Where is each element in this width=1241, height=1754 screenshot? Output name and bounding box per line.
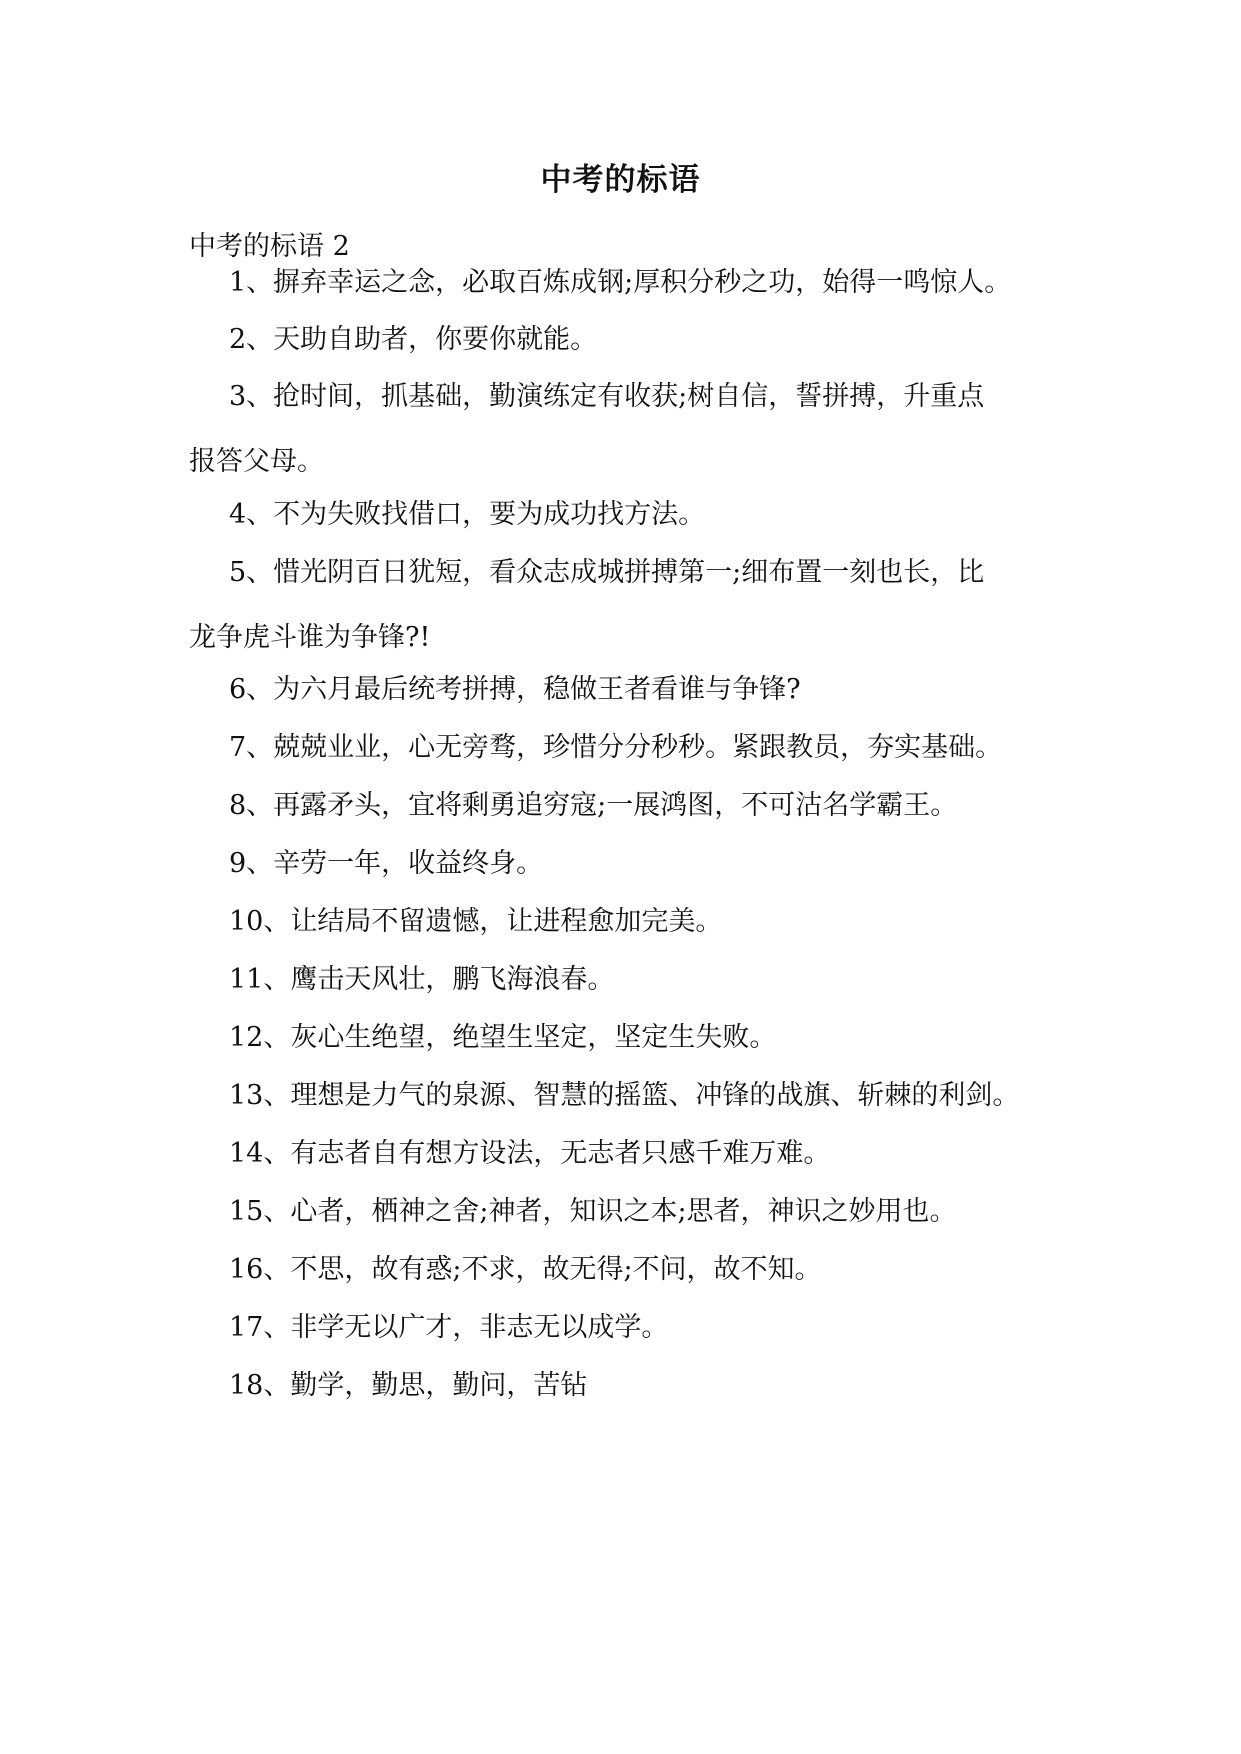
slogan-line: 龙争虎斗谁为争锋?!: [189, 622, 431, 653]
section-heading: 中考的标语 2: [189, 231, 350, 262]
slogan-line: 1、摒弃幸运之念，必取百炼成钢;厚积分秒之功，始得一鸣惊人。: [229, 267, 1012, 298]
slogan-item: [189, 831, 1069, 896]
slogan-line: 3、抢时间，抓基础，勤演练定有收获;树自信，誓拼搏，升重点: [229, 381, 985, 412]
slogan-line: 报答父母。: [189, 446, 324, 477]
slogan-line: 9、辛劳一年，收益终身。: [229, 848, 544, 879]
slogan-item: [189, 482, 1069, 547]
slogan-item: [189, 1353, 1069, 1418]
slogan-item: [189, 947, 1069, 1012]
slogan-line: 5、惜光阴百日犹短，看众志成城拼搏第一;细布置一刻也长，比: [229, 557, 985, 588]
slogan-item: [189, 1237, 1069, 1302]
slogan-line: 6、为六月最后统考拼搏，稳做王者看谁与争锋?: [229, 674, 801, 705]
slogan-item: [189, 889, 1069, 954]
slogan-line: 2、天助自助者，你要你就能。: [229, 324, 598, 355]
slogan-line: 18、勤学，勤思，勤问，苦钻: [229, 1370, 588, 1401]
page-title: 中考的标语: [540, 162, 701, 198]
slogan-item: [189, 773, 1069, 838]
slogan-line: 16、不思，故有惑;不求，故无得;不问，故不知。: [229, 1254, 822, 1285]
slogan-item: [189, 1295, 1069, 1360]
slogan-item: [189, 1179, 1069, 1244]
slogan-line: 17、非学无以广才，非志无以成学。: [229, 1312, 669, 1343]
slogan-item: [189, 715, 1069, 780]
slogan-line: 11、鹰击天风壮，鹏飞海浪春。: [229, 964, 615, 995]
slogan-item: [189, 364, 1069, 494]
slogan-line: 10、让结局不留遗憾，让进程愈加完美。: [229, 906, 723, 937]
slogan-line: 4、不为失败找借口，要为成功找方法。: [229, 499, 706, 530]
slogan-line: 7、兢兢业业，心无旁骛，珍惜分分秒秒。紧跟教员，夯实基础。: [229, 732, 1003, 763]
slogan-line: 8、再露矛头，宜将剩勇追穷寇;一展鸿图，不可沽名学霸王。: [229, 790, 958, 821]
slogan-item: [189, 1121, 1069, 1186]
slogan-line: 12、灰心生绝望，绝望生坚定，坚定生失败。: [229, 1022, 777, 1053]
slogan-line: 13、理想是力气的泉源、智慧的摇篮、冲锋的战旗、斩棘的利剑。: [229, 1080, 1020, 1111]
slogan-item: [189, 1005, 1069, 1070]
slogan-item: [189, 657, 1069, 722]
slogan-item: [189, 307, 1069, 372]
slogan-item: [189, 1063, 1069, 1128]
slogan-line: 15、心者，栖神之舍;神者，知识之本;思者，神识之妙用也。: [229, 1196, 957, 1227]
slogan-item: [189, 540, 1069, 670]
slogan-line: 14、有志者自有想方设法，无志者只感千难万难。: [229, 1138, 831, 1169]
slogan-item: [189, 250, 1069, 315]
